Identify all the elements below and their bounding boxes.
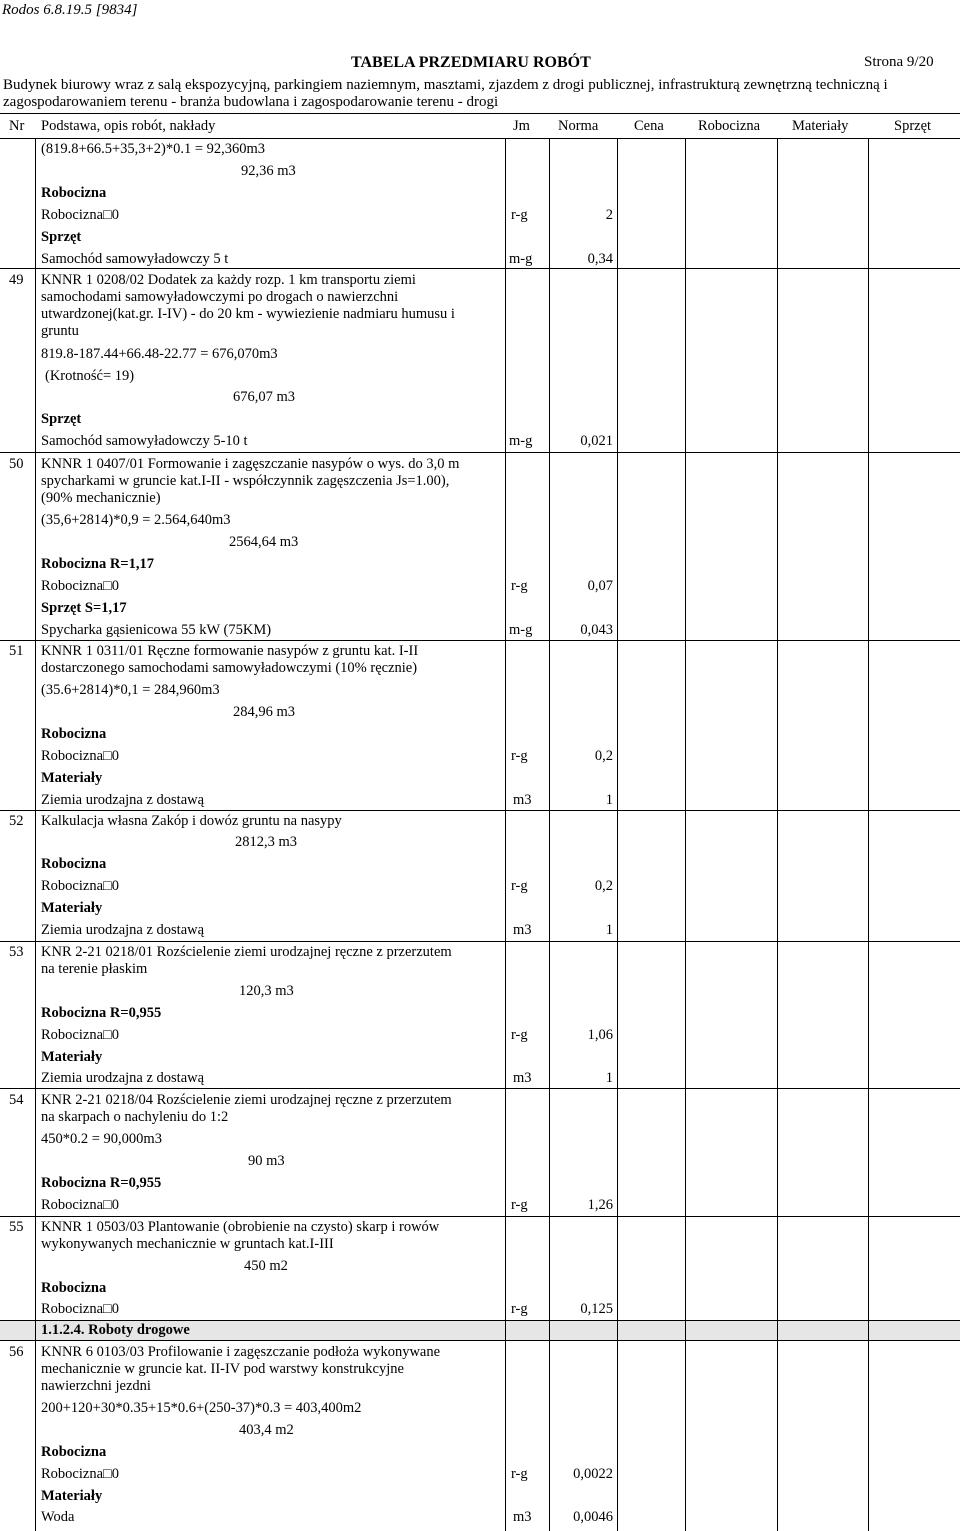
col-header-materials: Materiały bbox=[792, 118, 849, 134]
resource-name: Robocizna□0 bbox=[41, 1466, 120, 1482]
resource-unit: m-g bbox=[509, 433, 533, 449]
grid-line bbox=[868, 138, 869, 1531]
col-header-description: Podstawa, opis robót, nakłady bbox=[41, 118, 216, 134]
item-number: 51 bbox=[9, 643, 24, 659]
item-description: na terenie płaskim bbox=[41, 961, 148, 977]
category-labor: Robocizna bbox=[41, 726, 107, 742]
item-description: samochodami samowyładowczymi po drogach o nawierzchni bbox=[41, 289, 399, 305]
category-labor: Robocizna bbox=[41, 1444, 107, 1460]
category-labor: Robocizna R=0,955 bbox=[41, 1175, 162, 1191]
resource-norm: 0,34 bbox=[587, 251, 613, 267]
item-description: mechanicznie w gruncie kat. II-IV pod warstwy konstrukcyjne bbox=[41, 1361, 404, 1377]
resource-norm: 1,26 bbox=[587, 1197, 613, 1213]
row-separator bbox=[0, 640, 960, 641]
category-labor: Robocizna bbox=[41, 185, 107, 201]
resource-norm: 0,2 bbox=[594, 878, 613, 894]
row-separator bbox=[0, 810, 960, 811]
resource-unit: r-g bbox=[511, 1197, 528, 1213]
resource-norm: 1 bbox=[605, 1070, 613, 1086]
col-header-price: Cena bbox=[634, 118, 664, 134]
resource-unit: r-g bbox=[511, 878, 528, 894]
resource-unit: m3 bbox=[513, 1070, 532, 1086]
item-description: spycharkami w gruncie kat.I-II - współczynnik zagęszczenia Js=1.00), bbox=[41, 473, 450, 489]
row-separator bbox=[0, 941, 960, 942]
row-separator bbox=[0, 268, 960, 269]
quantity: 90 m3 bbox=[248, 1153, 285, 1169]
category-labor: Robocizna bbox=[41, 856, 107, 872]
item-description: utwardzonej(kat.gr. I-IV) - do 20 km - wywiezienie nadmiaru humusu i bbox=[41, 306, 455, 322]
resource-norm: 0,043 bbox=[580, 622, 613, 638]
item-number: 56 bbox=[9, 1344, 24, 1360]
category-equipment: Sprzęt bbox=[41, 411, 82, 427]
measurement-formula: 450*0.2 = 90,000m3 bbox=[41, 1131, 162, 1147]
row-separator bbox=[0, 452, 960, 453]
resource-name: Robocizna□0 bbox=[41, 1197, 120, 1213]
item-number: 49 bbox=[9, 272, 24, 288]
resource-name: Robocizna□0 bbox=[41, 1301, 120, 1317]
col-header-equipment: Sprzęt bbox=[894, 118, 932, 134]
row-separator bbox=[0, 1216, 960, 1217]
resource-unit: r-g bbox=[511, 1466, 528, 1482]
item-description: dostarczonego samochodami samowyładowczymi (10% ręcznie) bbox=[41, 660, 418, 676]
resource-norm: 0,021 bbox=[580, 433, 613, 449]
resource-norm: 0,2 bbox=[594, 748, 613, 764]
resource-name: Robocizna□0 bbox=[41, 748, 120, 764]
grid-line bbox=[549, 138, 550, 1531]
item-description: KNNR 6 0103/03 Profilowanie i zagęszczanie podłoża wykonywane bbox=[41, 1344, 441, 1360]
grid-line bbox=[505, 138, 506, 1531]
item-description: KNNR 1 0503/03 Plantowanie (obrobienie na czysto) skarp i rowów bbox=[41, 1219, 440, 1235]
item-description: (90% mechanicznie) bbox=[41, 490, 161, 506]
col-header-labor: Robocizna bbox=[698, 118, 761, 134]
col-header-unit: Jm bbox=[513, 118, 530, 134]
resource-norm: 0,0022 bbox=[573, 1466, 613, 1482]
resource-unit: m-g bbox=[509, 622, 533, 638]
item-number: 54 bbox=[9, 1092, 24, 1108]
item-number: 55 bbox=[9, 1219, 24, 1235]
quantity: 2812,3 m3 bbox=[235, 834, 298, 850]
item-description: KNNR 1 0208/02 Dodatek za każdy rozp. 1 km transportu ziemi bbox=[41, 272, 416, 288]
quantity: 450 m2 bbox=[244, 1258, 288, 1274]
resource-unit: r-g bbox=[511, 1027, 528, 1043]
grid-line bbox=[617, 138, 618, 1531]
resource-unit: m-g bbox=[509, 251, 533, 267]
resource-norm: 0,0046 bbox=[573, 1509, 613, 1525]
category-equipment: Sprzęt bbox=[41, 229, 82, 245]
resource-norm: 1,06 bbox=[587, 1027, 613, 1043]
category-materials: Materiały bbox=[41, 1049, 103, 1065]
col-header-nr: Nr bbox=[9, 118, 25, 134]
category-labor: Robocizna R=1,17 bbox=[41, 556, 154, 572]
resource-norm: 1 bbox=[605, 792, 613, 808]
header-top-rule bbox=[0, 113, 960, 114]
resource-unit: r-g bbox=[511, 578, 528, 594]
header-bottom-rule bbox=[0, 138, 960, 139]
resource-unit: m3 bbox=[513, 1509, 532, 1525]
row-separator bbox=[0, 1340, 960, 1341]
category-materials: Materiały bbox=[41, 770, 103, 786]
resource-name: Woda bbox=[41, 1509, 75, 1525]
item-description: na skarpach o nachyleniu do 1:2 bbox=[41, 1109, 229, 1125]
resource-name: Robocizna□0 bbox=[41, 878, 120, 894]
resource-name: Samochód samowyładowczy 5 t bbox=[41, 251, 229, 267]
project-subtitle-cont: zagospodarowaniem terenu - branża budowlana i zagospodarowanie terenu - drogi bbox=[3, 94, 499, 110]
item-description: KNNR 1 0311/01 Ręczne formowanie nasypów z gruntu kat. I-II bbox=[41, 643, 419, 659]
item-number: 53 bbox=[9, 944, 24, 960]
resource-unit: r-g bbox=[511, 748, 528, 764]
measurement-formula: (35.6+2814)*0,1 = 284,960m3 bbox=[41, 682, 220, 698]
grid-line bbox=[35, 138, 36, 1531]
item-description: KNR 2-21 0218/04 Rozścielenie ziemi urodzajnej ręczne z przerzutem bbox=[41, 1092, 452, 1108]
grid-line bbox=[777, 138, 778, 1531]
resource-name: Samochód samowyładowczy 5-10 t bbox=[41, 433, 248, 449]
row-separator bbox=[0, 1088, 960, 1089]
item-description: KNR 2-21 0218/01 Rozścielenie ziemi urodzajnej ręczne z przerzutem bbox=[41, 944, 452, 960]
resource-norm: 1 bbox=[605, 922, 613, 938]
quantity: 676,07 m3 bbox=[233, 389, 296, 405]
item-description: gruntu bbox=[41, 323, 79, 339]
program-version: Rodos 6.8.19.5 [9834] bbox=[2, 2, 138, 18]
resource-norm: 0,07 bbox=[587, 578, 613, 594]
quantity: 120,3 m3 bbox=[239, 983, 294, 999]
multiplicity-note: (Krotność= 19) bbox=[45, 368, 135, 384]
measurement-formula: 200+120+30*0.35+15*0.6+(250-37)*0.3 = 403,400m2 bbox=[41, 1400, 362, 1416]
section-heading: 1.1.2.4. Roboty drogowe bbox=[41, 1322, 190, 1338]
resource-name: Robocizna□0 bbox=[41, 578, 120, 594]
category-materials: Materiały bbox=[41, 900, 103, 916]
resource-unit: r-g bbox=[511, 207, 528, 223]
row-separator bbox=[0, 1320, 960, 1321]
resource-unit: m3 bbox=[513, 922, 532, 938]
project-subtitle: Budynek biurowy wraz z salą ekspozycyjną, parkingiem naziemnym, masztami, zjazdem z drogi publicznej, infrastrukturą zewnętrzną techniczną i bbox=[3, 77, 888, 93]
item-number: 52 bbox=[9, 813, 24, 829]
category-labor: Robocizna R=0,955 bbox=[41, 1005, 162, 1021]
resource-name: Robocizna□0 bbox=[41, 1027, 120, 1043]
item-description: KNNR 1 0407/01 Formowanie i zagęszczanie nasypów o wys. do 3,0 m bbox=[41, 456, 460, 472]
resource-name: Spycharka gąsienicowa 55 kW (75KM) bbox=[41, 622, 272, 638]
item-description: wykonywanych mechanicznie w gruntach kat.I-III bbox=[41, 1236, 334, 1252]
item-number: 50 bbox=[9, 456, 24, 472]
item-description: nawierzchni jezdni bbox=[41, 1378, 151, 1394]
page-number: Strona 9/20 bbox=[864, 54, 934, 70]
resource-norm: 0,125 bbox=[580, 1301, 613, 1317]
item-description: Kalkulacja własna Zakóp i dowóz gruntu na nasypy bbox=[41, 813, 342, 829]
resource-norm: 2 bbox=[605, 207, 613, 223]
measurement-formula: (35,6+2814)*0,9 = 2.564,640m3 bbox=[41, 512, 231, 528]
col-header-norm: Norma bbox=[558, 118, 599, 134]
category-labor: Robocizna bbox=[41, 1280, 107, 1296]
measurement-formula: (819.8+66.5+35,3+2)*0.1 = 92,360m3 bbox=[41, 141, 266, 157]
quantity: 284,96 m3 bbox=[233, 704, 296, 720]
resource-name: Ziemia urodzajna z dostawą bbox=[41, 922, 205, 938]
resource-unit: m3 bbox=[513, 792, 532, 808]
resource-unit: r-g bbox=[511, 1301, 528, 1317]
category-equipment: Sprzęt S=1,17 bbox=[41, 600, 127, 616]
quantity: 403,4 m2 bbox=[239, 1422, 294, 1438]
resource-name: Robocizna□0 bbox=[41, 207, 120, 223]
grid-line bbox=[685, 138, 686, 1531]
page-title: TABELA PRZEDMIARU ROBÓT bbox=[351, 54, 591, 71]
resource-name: Ziemia urodzajna z dostawą bbox=[41, 792, 205, 808]
measurement-formula: 819.8-187.44+66.48-22.77 = 676,070m3 bbox=[41, 346, 278, 362]
category-materials: Materiały bbox=[41, 1488, 103, 1504]
quantity: 2564,64 m3 bbox=[229, 534, 299, 550]
resource-name: Ziemia urodzajna z dostawą bbox=[41, 1070, 205, 1086]
quantity: 92,36 m3 bbox=[241, 163, 296, 179]
